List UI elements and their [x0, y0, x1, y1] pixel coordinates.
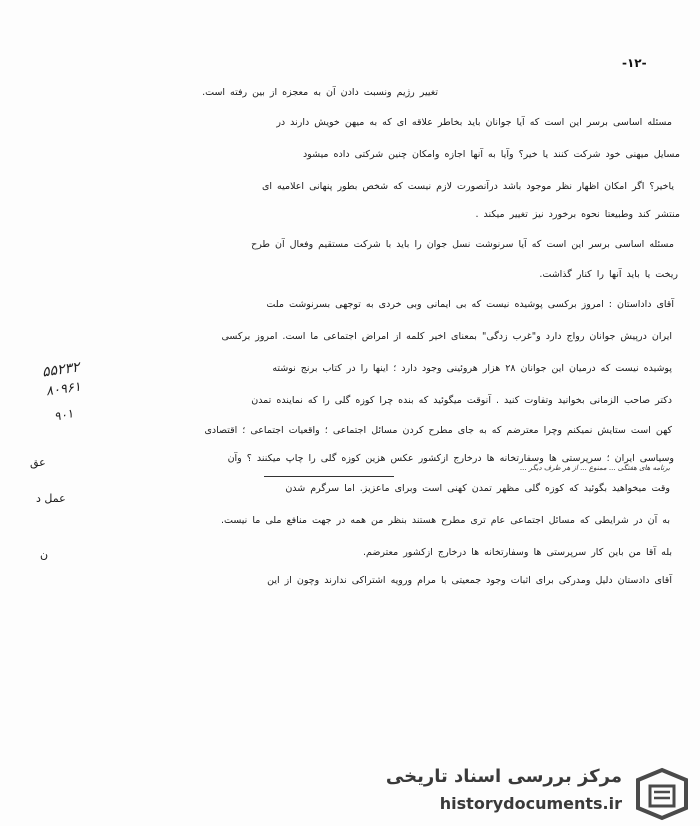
text-line-12: کهن است ستایش نمیکنم وچرا معترضم که به جای مطرح کردن مسائل اجتماعی ؛ واقعیات اجتماعی ؛ اقتصادی: [204, 425, 672, 436]
archive-logo-icon: [632, 766, 692, 822]
text-line-1: تغییر رژیم ونسبت دادن آن به معجزه از بین رفته است.: [202, 87, 438, 98]
watermark-url: historydocuments.ir: [439, 794, 622, 813]
text-line-15: به آن در شرایطی که مسائل اجتماعی عام تری مطرح هستند بنظر من همه در جهت منافع ملی ما نیست.: [220, 515, 670, 526]
margin-note-3: ن: [40, 548, 49, 561]
text-line-17: آقای دادستان دلیل ومدرکی برای اثبات وجود جمعیتی با مرام ورویه اشتراکی ندارند وچون از این: [267, 575, 672, 586]
page-number: -۱۲-: [622, 56, 647, 70]
text-line-6: مسئله اساسی برسر این است که آیا سرنوشت نسل جوان را باید با شرکت مستقیم وفعال آن طرح: [251, 239, 674, 250]
text-line-14: وقت میخواهید بگوئید که کوزه گلی مظهر تمدن کهنی است وبرای ماعزیز. اما سرگرم شدن: [285, 483, 670, 494]
watermark-title: مرکز بررسی اسناد تاریخی: [385, 766, 622, 787]
text-line-2: مسئله اساسی برسر این است که آیا جوانان باید بخاطر علاقه ای که به میهن خویش دارند در: [276, 117, 672, 128]
watermark: [385, 762, 700, 826]
margin-note-2: عمل د: [36, 492, 66, 505]
stamp-number-3: ۹۰۱: [52, 406, 75, 424]
text-line-16: بله آقا من باین کار سرپرستی ها وسفارتخانه ها درخارج ازکشور معترضم.: [362, 547, 672, 558]
text-line-8: آقای داداستان : امروز برکسی پوشیده نیست که بی ایمانی وبی خردی به توجهی بسرنوشت ملت: [266, 299, 674, 310]
text-line-7: ریخت یا باید آنها را کنار گذاشت.: [539, 269, 678, 280]
text-line-13: وسیاسی ایران ؛ سرپرستی ها وسفارتخانه ها درخارج ازکشور عکس هزین کوزه گلی را چاپ میکنند ؟ وآن: [227, 453, 674, 464]
text-line-3: مسایل میهنی خود شرکت کنند یا خیر؟ وآیا به آنها اجازه وامکان چنین شرکتی داده میشود: [302, 149, 680, 160]
text-line-5: منتشر کند وطبیعتا نحوه برخورد نیز تغییر میکند .: [475, 209, 680, 220]
text-line-9: ایران درپیش جوانان رواج دارد و"غرب زدگی" بمعنای اخیر کلمه از امراض اجتماعی ما است. امروز برکسی: [221, 331, 672, 342]
handwritten-underline: [264, 476, 394, 477]
handwritten-annotation: برنامه های هفتگی ... ممنوع ... از هر طرف دیگر ...: [519, 464, 670, 472]
text-line-10: پوشیده نیست که درمیان این جوانان ۲۸ هزار هروئینی وجود دارد ؛ اینها را در کتاب برنج نوشته: [272, 363, 672, 374]
text-line-11: دکتر صاحب الزمانی بخوانید وتفاوت کنید . آنوقت میگوئید که بنده چرا کوزه گلی را که نماینده تمدن: [251, 395, 672, 406]
stamp-number-1: ۵۵۲۳۲: [41, 359, 81, 381]
stamp-number-2: ۸۰۹۶۱: [45, 379, 82, 400]
margin-note-1: عق: [30, 456, 46, 469]
text-line-4: یاخیر؟ اگر امکان اظهار نظر موجود باشد درآنصورت لازم نیست که شخص بطور پنهانی اعلامیه ای: [261, 181, 674, 192]
